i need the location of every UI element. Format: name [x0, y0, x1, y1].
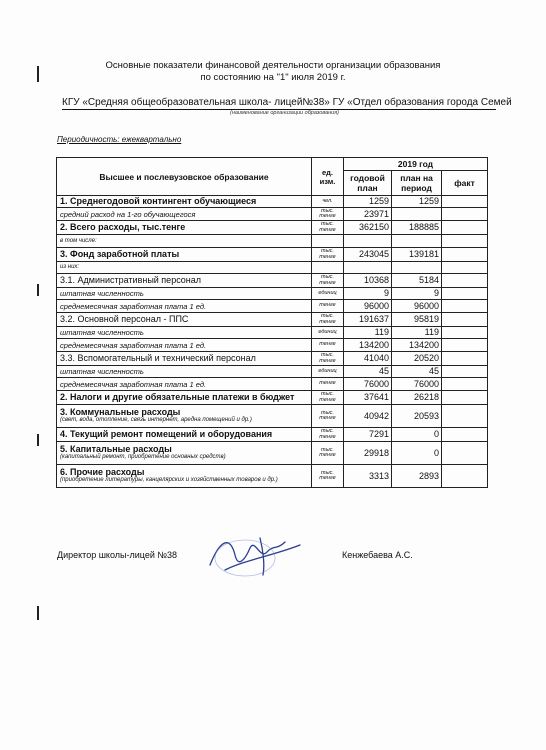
- table-row: [57, 378, 488, 391]
- row-annual-plan: 76000: [344, 378, 392, 391]
- row-label: 3.3. Вспомогательный и технический персонал: [57, 352, 312, 366]
- row-annual-plan: 41040: [344, 352, 392, 366]
- row-annual-plan: [344, 262, 392, 274]
- row-fact: [442, 339, 488, 352]
- row-label: среднемесячная заработная плата 1 ед.: [57, 339, 312, 352]
- row-annual-plan: [344, 235, 392, 248]
- row-label: 5. Капитальные расходы (капитальный ремонт, приобретение основных средств): [57, 442, 312, 465]
- row-unit: тыс. тенге: [312, 221, 344, 235]
- row-period-plan: 20520: [392, 352, 442, 366]
- row-fact: [442, 274, 488, 288]
- row-fact: [442, 327, 488, 339]
- header-period-plan: план на период: [392, 171, 442, 196]
- table-row: [57, 327, 488, 339]
- row-label: штатная численность: [57, 288, 312, 300]
- row-fact: [442, 196, 488, 208]
- row-unit: тыс. тенге: [312, 352, 344, 366]
- row-unit: тыс. тенге: [312, 313, 344, 327]
- table-row: [57, 235, 488, 248]
- row-unit: тыс. тенге: [312, 248, 344, 262]
- row-label: 6. Прочие расходы (приобретение литературы, канцелярских и хозяйственных товаров и др.): [57, 465, 312, 488]
- row-period-plan: 9: [392, 288, 442, 300]
- row-label: штатная численность: [57, 366, 312, 378]
- table-row: [57, 221, 488, 235]
- row-unit: чел.: [312, 196, 344, 208]
- row-label: 2. Всего расходы, тыс.тенге: [57, 221, 312, 235]
- table-row: [57, 405, 488, 428]
- row-unit: тыс. тенге: [312, 428, 344, 442]
- table-row: [57, 248, 488, 262]
- row-label: из них:: [57, 262, 312, 274]
- row-fact: [442, 378, 488, 391]
- table-row: [57, 208, 488, 221]
- row-annual-plan: 191637: [344, 313, 392, 327]
- director-name: Кенжебаева А.С.: [342, 550, 413, 560]
- row-fact: [442, 288, 488, 300]
- row-unit: тыс. тенге: [312, 208, 344, 221]
- row-fact: [442, 428, 488, 442]
- row-unit: тенге: [312, 300, 344, 313]
- row-annual-plan: 37641: [344, 391, 392, 405]
- row-label: средний расход на 1-го обучающегося: [57, 208, 312, 221]
- row-period-plan: 95819: [392, 313, 442, 327]
- row-label: 3.1. Административный персонал: [57, 274, 312, 288]
- row-annual-plan: 362150: [344, 221, 392, 235]
- binder-mark: [37, 434, 39, 446]
- row-sublabel: (свет, вода, отопление, связь интернет, аредна помещений и др.): [60, 417, 252, 423]
- row-annual-plan: 96000: [344, 300, 392, 313]
- row-annual-plan: 1259: [344, 196, 392, 208]
- row-annual-plan: 134200: [344, 339, 392, 352]
- row-period-plan: 26218: [392, 391, 442, 405]
- row-annual-plan: 243045: [344, 248, 392, 262]
- header-unit: ед. изм.: [312, 158, 344, 196]
- document-subtitle: по состоянию на "1" июля 2019 г.: [200, 72, 346, 83]
- row-label: 3. Коммунальные расходы (свет, вода, отопление, связь интернет, аредна помещений и др.): [57, 405, 312, 428]
- row-fact: [442, 235, 488, 248]
- row-label: 3.2. Основной персонал - ППС: [57, 313, 312, 327]
- row-unit: тыс. тенге: [312, 442, 344, 465]
- row-label: 4. Текущий ремонт помещений и оборудования: [57, 428, 312, 442]
- row-period-plan: [392, 208, 442, 221]
- row-period-plan: 139181: [392, 248, 442, 262]
- row-fact: [442, 262, 488, 274]
- table-row: [57, 442, 488, 465]
- row-fact: [442, 208, 488, 221]
- row-period-plan: 188885: [392, 221, 442, 235]
- row-unit: [312, 262, 344, 274]
- row-period-plan: 20593: [392, 405, 442, 428]
- row-label: в том числе:: [57, 235, 312, 248]
- row-label: штатная численность: [57, 327, 312, 339]
- table-row: [57, 339, 488, 352]
- row-label: 2. Налоги и другие обязательные платежи в бюджет: [57, 391, 312, 405]
- table-row: [57, 262, 488, 274]
- row-fact: [442, 300, 488, 313]
- director-title: Директор школы-лицей №38: [57, 550, 178, 560]
- row-sublabel: (приобретение литературы, канцелярских и хозяйственных товаров и др.): [60, 477, 278, 483]
- row-fact: [442, 442, 488, 465]
- table-row: [57, 300, 488, 313]
- row-fact: [442, 366, 488, 378]
- binder-mark: [37, 606, 39, 620]
- row-unit: тенге: [312, 339, 344, 352]
- row-period-plan: 96000: [392, 300, 442, 313]
- row-unit: единиц: [312, 366, 344, 378]
- document-title: Основные показатели финансовой деятельности организации образования: [105, 60, 441, 71]
- row-fact: [442, 313, 488, 327]
- row-annual-plan: 119: [344, 327, 392, 339]
- row-period-plan: [392, 235, 442, 248]
- header-fact: факт: [442, 171, 488, 196]
- row-annual-plan: 9: [344, 288, 392, 300]
- row-period-plan: 119: [392, 327, 442, 339]
- row-annual-plan: 3313: [344, 465, 392, 488]
- periodicity: Периодичность: ежеквартально: [57, 135, 182, 144]
- row-period-plan: 5184: [392, 274, 442, 288]
- table-row: [57, 352, 488, 366]
- finance-table: [56, 157, 488, 488]
- row-label: 3. Фонд заработной платы: [57, 248, 312, 262]
- row-period-plan: 45: [392, 366, 442, 378]
- row-fact: [442, 391, 488, 405]
- binder-mark: [37, 284, 39, 296]
- row-unit: [312, 235, 344, 248]
- row-annual-plan: 7291: [344, 428, 392, 442]
- table-row: [57, 391, 488, 405]
- row-unit: единиц: [312, 327, 344, 339]
- table-row: [57, 274, 488, 288]
- row-unit: единиц: [312, 288, 344, 300]
- row-fact: [442, 221, 488, 235]
- organization-name: КГУ «Средняя общеобразовательная школа- лицей№38» ГУ «Отдел образования города Семей: [62, 97, 512, 108]
- table-row: [57, 313, 488, 327]
- row-unit: тыс. тенге: [312, 465, 344, 488]
- table-row: [57, 366, 488, 378]
- row-unit: тыс. тенге: [312, 405, 344, 428]
- row-label: 1. Среднегодовой контингент обучающиеся: [57, 196, 312, 208]
- table-row: [57, 465, 488, 488]
- row-period-plan: 0: [392, 428, 442, 442]
- header-annual-plan: годовой план: [344, 171, 392, 196]
- row-annual-plan: 45: [344, 366, 392, 378]
- row-annual-plan: 40942: [344, 405, 392, 428]
- row-fact: [442, 352, 488, 366]
- row-label: среднемесячная заработная плата 1 ед.: [57, 300, 312, 313]
- organization-note: (наименование организации образования): [230, 110, 339, 116]
- table-row: [57, 428, 488, 442]
- row-fact: [442, 465, 488, 488]
- row-annual-plan: 23971: [344, 208, 392, 221]
- row-label: среднемесячная заработная плата 1 ед.: [57, 378, 312, 391]
- row-unit: тыс. тенге: [312, 274, 344, 288]
- row-unit: тыс. тенге: [312, 391, 344, 405]
- row-annual-plan: 10368: [344, 274, 392, 288]
- row-period-plan: 134200: [392, 339, 442, 352]
- table-row: [57, 288, 488, 300]
- row-annual-plan: 29918: [344, 442, 392, 465]
- row-period-plan: 76000: [392, 378, 442, 391]
- row-fact: [442, 248, 488, 262]
- header-category: Высшее и послевузовское образование: [57, 158, 312, 196]
- row-sublabel: (капитальный ремонт, приобретение основных средств): [60, 454, 226, 460]
- director-signature: [205, 530, 305, 580]
- row-period-plan: [392, 262, 442, 274]
- header-year: 2019 год: [344, 158, 488, 171]
- row-fact: [442, 405, 488, 428]
- row-unit: тенге: [312, 378, 344, 391]
- row-period-plan: 0: [392, 442, 442, 465]
- row-period-plan: 1259: [392, 196, 442, 208]
- row-period-plan: 2893: [392, 465, 442, 488]
- table-row: [57, 196, 488, 208]
